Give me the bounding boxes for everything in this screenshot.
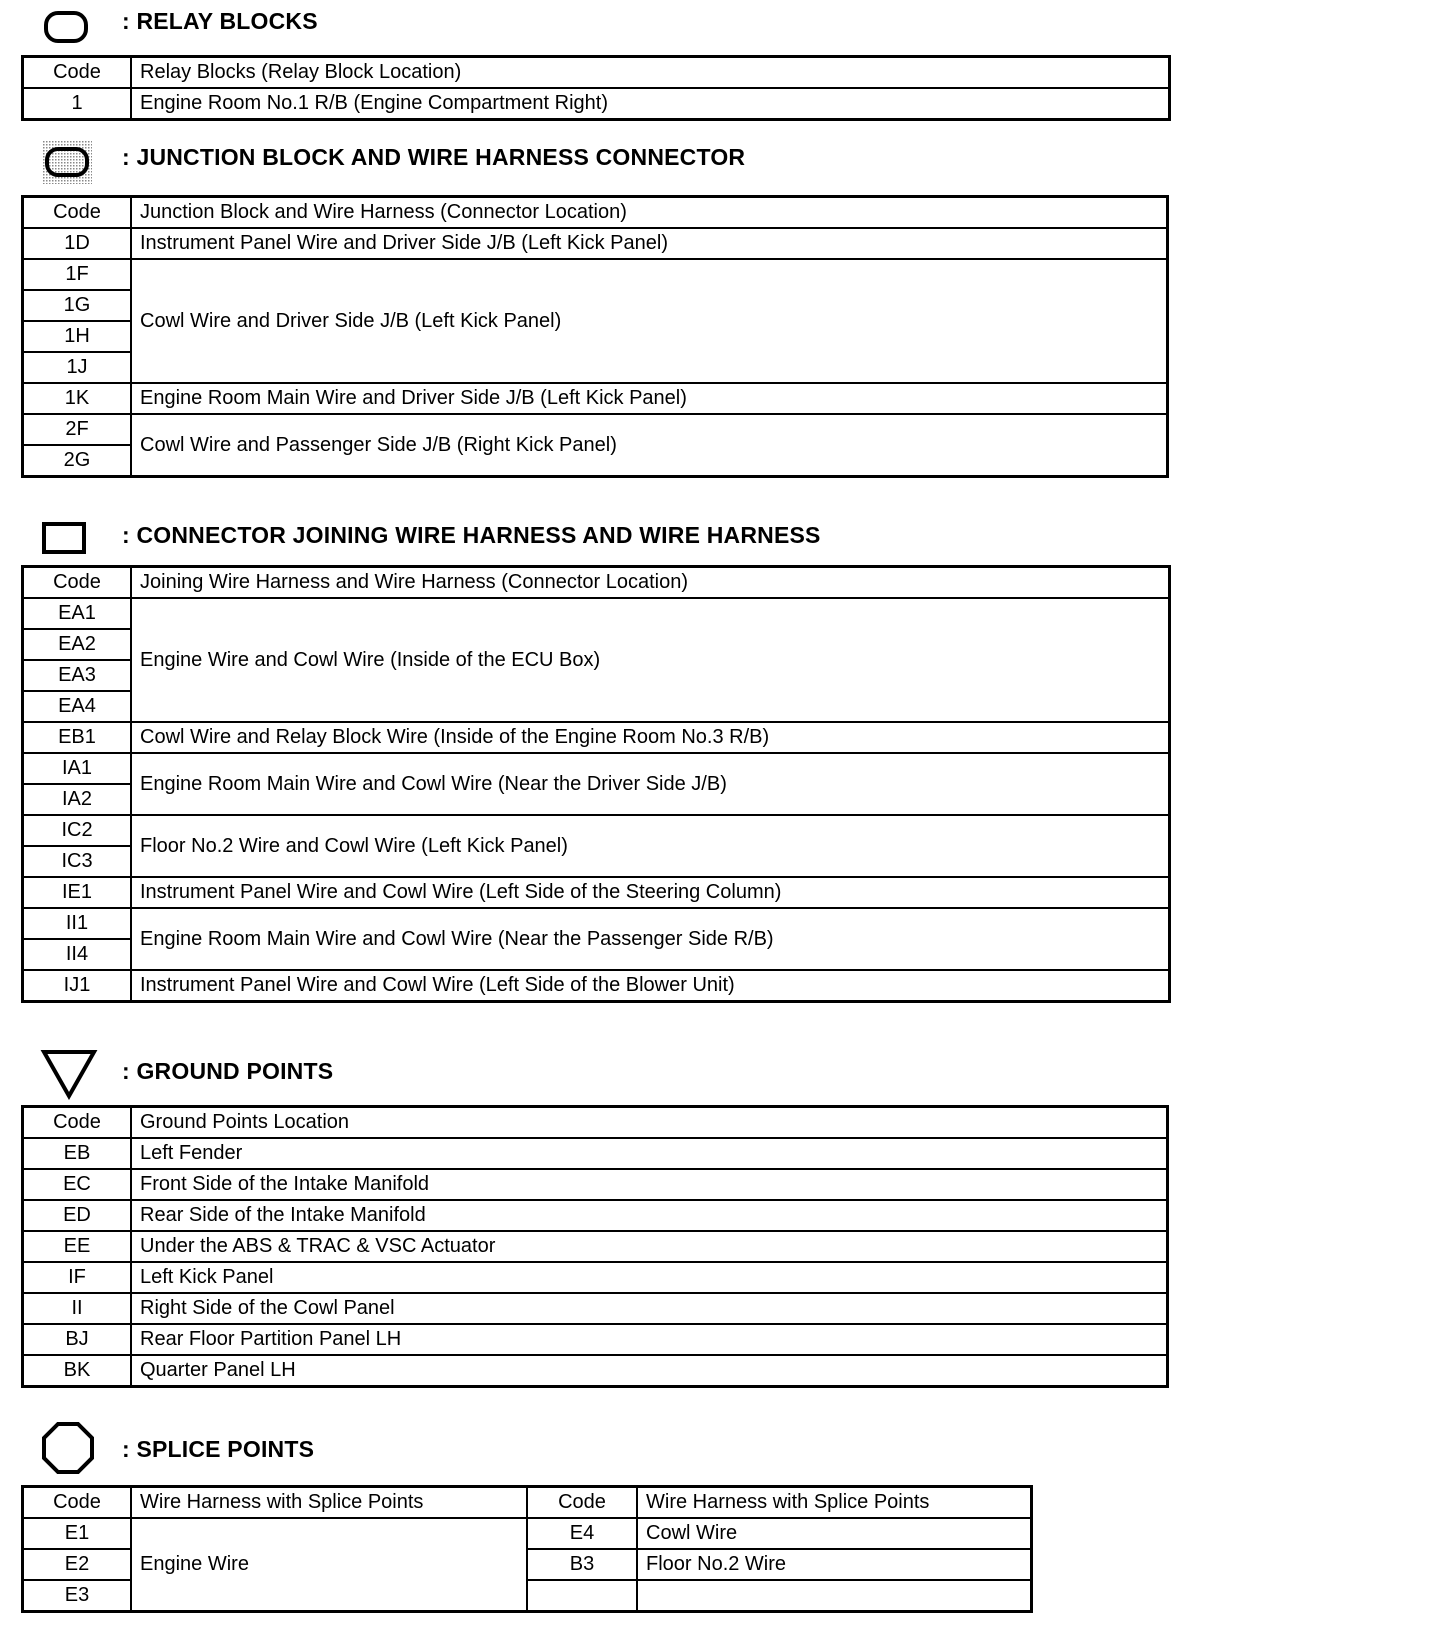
table-header-row: [23, 1487, 1031, 1518]
ground-location: Rear Side of the Intake Manifold: [131, 1200, 1167, 1231]
ground-code: II: [23, 1293, 131, 1324]
junction-code: 2F: [23, 414, 131, 445]
connector-location: Engine Wire and Cowl Wire (Inside of the ECU Box): [131, 598, 1169, 722]
connector-code: IC2: [23, 815, 131, 846]
junction-code: 1J: [23, 352, 131, 383]
ground-code: EC: [23, 1169, 131, 1200]
junction-code: 1H: [23, 321, 131, 352]
header-description: Relay Blocks (Relay Block Location): [131, 57, 1169, 88]
ground-location: Left Fender: [131, 1138, 1167, 1169]
splice-code: B3: [527, 1549, 637, 1580]
junction-location: Engine Room Main Wire and Driver Side J/B (Left Kick Panel): [131, 383, 1167, 414]
header-code: Code: [23, 57, 131, 88]
relay-block-symbol-icon: [42, 8, 90, 44]
table-row: [23, 1262, 1167, 1293]
ground-points-table: [22, 1106, 1168, 1387]
header-description: Wire Harness with Splice Points: [131, 1487, 527, 1518]
junction-code: 1D: [23, 228, 131, 259]
ground-points-title: : GROUND POINTS: [122, 1058, 334, 1084]
ground-code: ED: [23, 1200, 131, 1231]
connector-location: Engine Room Main Wire and Cowl Wire (Near the Driver Side J/B): [131, 753, 1169, 815]
splice-code: E3: [23, 1580, 131, 1611]
connector-code: EA2: [23, 629, 131, 660]
splice-points-title: : SPLICE POINTS: [122, 1436, 315, 1462]
header-code: Code: [23, 1487, 131, 1518]
header-description: Junction Block and Wire Harness (Connector Location): [131, 197, 1167, 228]
header-description: Wire Harness with Splice Points: [637, 1487, 1031, 1518]
ground-location: Front Side of the Intake Manifold: [131, 1169, 1167, 1200]
splice-harness: [637, 1580, 1031, 1611]
table-row: [23, 722, 1169, 753]
junction-block-title: : JUNCTION BLOCK AND WIRE HARNESS CONNECTOR: [122, 144, 746, 170]
table-row: [23, 1231, 1167, 1262]
connector-code: IE1: [23, 877, 131, 908]
table-row: [23, 1518, 1031, 1549]
table-row: [23, 1200, 1167, 1231]
junction-code: 1F: [23, 259, 131, 290]
connector-code: II4: [23, 939, 131, 970]
relay-location: Engine Room No.1 R/B (Engine Compartment Right): [131, 88, 1169, 119]
table-row: [23, 1138, 1167, 1169]
splice-point-symbol-icon: [40, 1420, 96, 1476]
junction-location: Cowl Wire and Passenger Side J/B (Right Kick Panel): [131, 414, 1167, 476]
connector-code: IA1: [23, 753, 131, 784]
connector-location: Cowl Wire and Relay Block Wire (Inside of the Engine Room No.3 R/B): [131, 722, 1169, 753]
splice-points-table: [22, 1486, 1032, 1612]
table-row: [23, 259, 1167, 290]
header-code: Code: [23, 197, 131, 228]
ground-location: Left Kick Panel: [131, 1262, 1167, 1293]
table-row: [23, 383, 1167, 414]
table-header-row: [23, 57, 1169, 88]
relay-blocks-title: : RELAY BLOCKS: [122, 8, 318, 34]
table-row: [23, 815, 1169, 846]
connector-code: EA1: [23, 598, 131, 629]
ground-location: Quarter Panel LH: [131, 1355, 1167, 1386]
header-code: Code: [527, 1487, 637, 1518]
header-description: Joining Wire Harness and Wire Harness (Connector Location): [131, 567, 1169, 598]
ground-code: EB: [23, 1138, 131, 1169]
ground-code: BK: [23, 1355, 131, 1386]
ground-location: Rear Floor Partition Panel LH: [131, 1324, 1167, 1355]
ground-location: Under the ABS & TRAC & VSC Actuator: [131, 1231, 1167, 1262]
connector-code: IJ1: [23, 970, 131, 1001]
table-row: [23, 1355, 1167, 1386]
table-row: [23, 1169, 1167, 1200]
table-row: [23, 970, 1169, 1001]
header-code: Code: [23, 567, 131, 598]
splice-code: E1: [23, 1518, 131, 1549]
table-row: [23, 88, 1169, 119]
splice-harness: Engine Wire: [131, 1518, 527, 1611]
table-row: [23, 414, 1167, 445]
table-row: [23, 753, 1169, 784]
table-header-row: [23, 567, 1169, 598]
connector-code: IC3: [23, 846, 131, 877]
splice-code: [527, 1580, 637, 1611]
junction-location: Instrument Panel Wire and Driver Side J/B (Left Kick Panel): [131, 228, 1167, 259]
relay-code: 1: [23, 88, 131, 119]
junction-code: 1K: [23, 383, 131, 414]
junction-block-symbol-icon: [40, 138, 94, 186]
splice-harness: Floor No.2 Wire: [637, 1549, 1031, 1580]
header-code: Code: [23, 1107, 131, 1138]
junction-code: 2G: [23, 445, 131, 476]
connector-location: Floor No.2 Wire and Cowl Wire (Left Kick Panel): [131, 815, 1169, 877]
ground-code: IF: [23, 1262, 131, 1293]
splice-code: E4: [527, 1518, 637, 1549]
junction-location: Cowl Wire and Driver Side J/B (Left Kick Panel): [131, 259, 1167, 383]
connector-location: Instrument Panel Wire and Cowl Wire (Left Side of the Blower Unit): [131, 970, 1169, 1001]
connector-symbol-icon: [40, 520, 88, 556]
ground-code: EE: [23, 1231, 131, 1262]
connector-code: EB1: [23, 722, 131, 753]
connector-location: Engine Room Main Wire and Cowl Wire (Near the Passenger Side R/B): [131, 908, 1169, 970]
table-row: [23, 908, 1169, 939]
connector-table: [22, 566, 1170, 1002]
connector-title: : CONNECTOR JOINING WIRE HARNESS AND WIRE HARNESS: [122, 522, 821, 548]
table-row: [23, 877, 1169, 908]
table-row: [23, 598, 1169, 629]
splice-harness: Cowl Wire: [637, 1518, 1031, 1549]
connector-code: EA3: [23, 660, 131, 691]
ground-location: Right Side of the Cowl Panel: [131, 1293, 1167, 1324]
connector-code: IA2: [23, 784, 131, 815]
header-description: Ground Points Location: [131, 1107, 1167, 1138]
connector-code: II1: [23, 908, 131, 939]
table-header-row: [23, 1107, 1167, 1138]
connector-code: EA4: [23, 691, 131, 722]
junction-block-table: [22, 196, 1168, 477]
junction-code: 1G: [23, 290, 131, 321]
table-header-row: [23, 197, 1167, 228]
splice-code: E2: [23, 1549, 131, 1580]
table-row: [23, 1324, 1167, 1355]
ground-code: BJ: [23, 1324, 131, 1355]
ground-point-symbol-icon: [40, 1048, 98, 1100]
table-row: [23, 1293, 1167, 1324]
relay-blocks-table: [22, 56, 1170, 120]
connector-location: Instrument Panel Wire and Cowl Wire (Left Side of the Steering Column): [131, 877, 1169, 908]
table-row: [23, 228, 1167, 259]
